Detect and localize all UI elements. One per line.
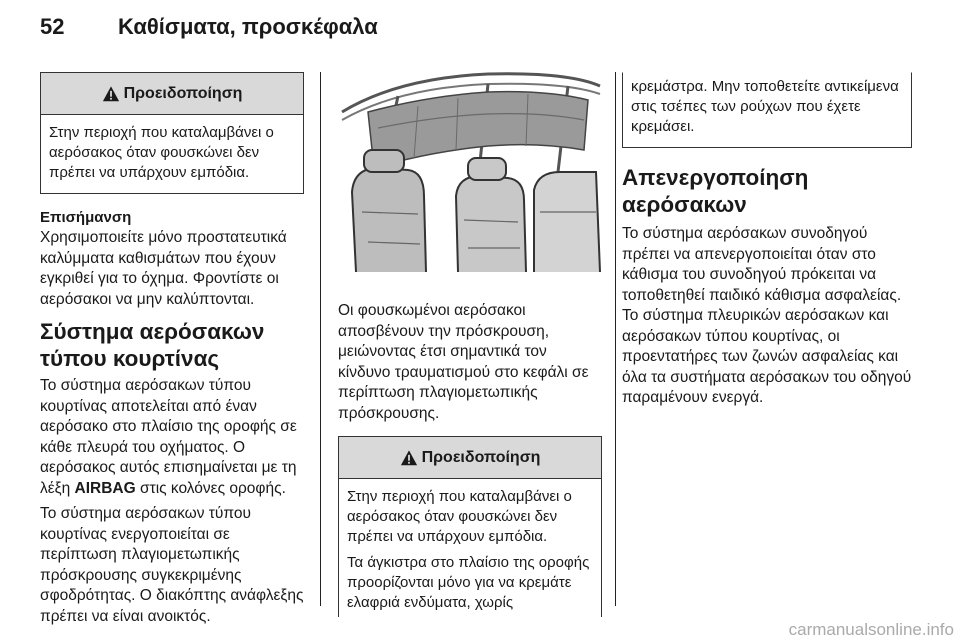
page-number: 52	[40, 14, 65, 39]
warning-text: Στην περιοχή που καταλαμβάνει ο αερόσακος όταν φουσκώνει δεν πρέπει να υπάρχουν εμπόδια.	[49, 124, 274, 181]
warning-header	[41, 73, 303, 115]
column-divider	[615, 72, 616, 606]
airbag-deactivation-paragraph: Το σύστημα αερόσακων συνοδηγού πρέπει να απενεργοποιείται όταν στο κάθισμα του συνοδηγού πρόκειται να τοποθετηθεί παιδικό κάθισμα ασφαλείας. Το σύστημα πλευρικών αερόσακων και αερόσακων τύπου κουρτίνας, οι προεντατήρες των ζωνών ασφαλείας και όλα τα συστήματα αερόσακων του οδηγού παραμένουν ενεργά.	[622, 225, 912, 406]
curtain-airbag-paragraph-1	[40, 376, 304, 499]
warning-header	[339, 437, 601, 479]
page-title: Καθίσματα, προσκέφαλα	[118, 14, 378, 39]
warning-triangle-icon	[102, 85, 120, 103]
warning-text: Τα άγκιστρα στο πλαίσιο της οροφής προορίζονται μόνο για να κρεμάτε ελαφριά ενδύματα, χωρίς	[347, 554, 590, 611]
watermark: carmanualsonline.info	[788, 620, 954, 639]
column-middle	[338, 72, 602, 617]
paragraph-text: Το σύστημα αερόσακων τύπου κουρτίνας αποτελείται από έναν αερόσακο στο πλαίσιο της οροφής σε κάθε πλευρά του οχήματος. Ο αερόσακος αυτός επισημαίνεται με τη λέξη	[40, 377, 297, 497]
column-left	[40, 72, 304, 627]
column-divider	[320, 72, 321, 606]
airbag-label: AIRBAG	[74, 479, 136, 497]
warning-triangle-icon	[400, 449, 418, 467]
curtain-airbag-illustration	[338, 72, 602, 282]
warning-body	[41, 115, 303, 193]
note-heading: Επισήμανση	[40, 209, 132, 226]
warning-box	[338, 436, 602, 617]
curtain-airbag-paragraph-2: Το σύστημα αερόσακων τύπου κουρτίνας ενεργοποιείται σε περίπτωση πλαγιομετωπικής πρόσκρουσης συγκεκριμένης σφοδρότητας. Ο διακόπτης ανάφλεξης πρέπει να είναι ανοικτός.	[40, 505, 304, 625]
section-title-curtain-airbag: Σύστημα αερόσακων τύπου κουρτίνας	[40, 319, 265, 371]
warning-title: Προειδοποίηση	[123, 84, 243, 102]
warning-text: κρεμάστρα. Μην τοποθετείτε αντικείμενα στις τσέπες των ρούχων που έχετε κρεμάσει.	[631, 78, 899, 135]
section-title-airbag-deactivation: Απενεργοποίηση αερόσακων	[622, 165, 809, 217]
warning-box-continued	[622, 72, 912, 148]
warning-text: Στην περιοχή που καταλαμβάνει ο αερόσακος όταν φουσκώνει δεν πρέπει να υπάρχουν εμπόδια.	[347, 488, 572, 545]
warning-body	[623, 73, 911, 147]
paragraph-text: στις κολόνες οροφής.	[140, 479, 286, 497]
note-text: Χρησιμοποιείτε μόνο προστατευτικά καλύμματα καθισμάτων που έχουν εγκριθεί για το όχημα. Φροντίστε οι αερόσακοι να μην καλύπτονται.	[40, 229, 287, 308]
warning-box	[40, 72, 304, 194]
warning-body	[339, 479, 601, 617]
warning-title: Προειδοποίηση	[421, 448, 541, 466]
illustration-caption: Οι φουσκωμένοι αερόσακοι αποσβένουν την πρόσκρουση, μειώνοντας έτσι σημαντικά τον κίνδυνο τραυματισμού στο κεφάλι σε περίπτωση πλαγιομετωπικής πρόσκρουσης.	[338, 302, 589, 422]
column-right	[622, 72, 912, 409]
